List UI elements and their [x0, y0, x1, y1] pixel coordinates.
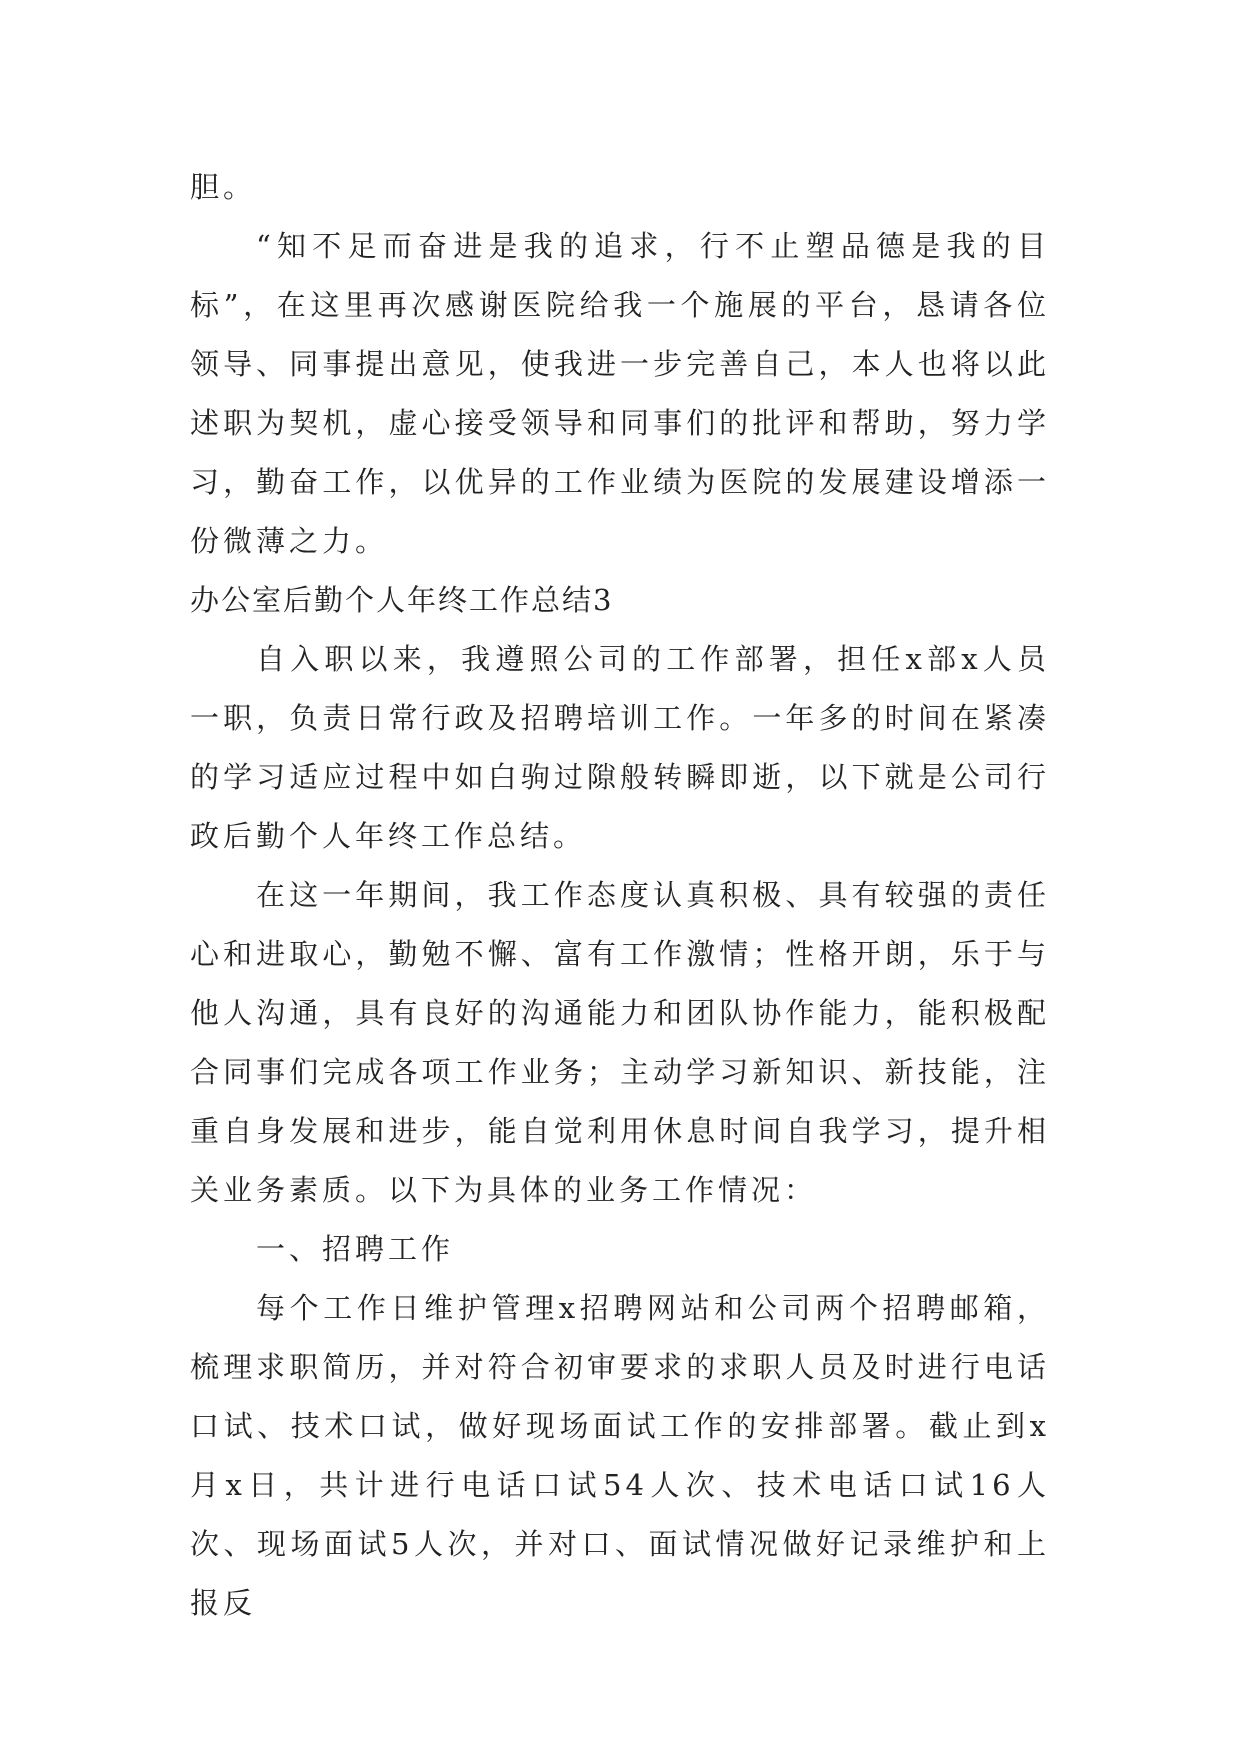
paragraph-work-attitude: 在这一年期间，我工作态度认真积极、具有较强的责任心和进取心，勤勉不懈、富有工作激情；性格开朗，乐于与他人沟通，具有良好的沟通能力和团队协作能力，能积极配合同事们完成各项工作业务；主动学习新知识、新技能，注重自身发展和进步，能自觉利用休息时间自我学习，提升相关业务素质。以下为具体的业务工作情况：	[190, 878, 1050, 1207]
paragraph-closing-remarks: “知不足而奋进是我的追求，行不止塑品德是我的目标”，在这里再次感谢医院给我一个施展的平台，恳请各位领导、同事提出意见，使我进一步完善自己，本人也将以此述职为契机，虚心接受领导和同事们的批评和帮助，努力学习，勤奋工作，以优异的工作业绩为医院的发展建设增添一份微薄之力。	[190, 229, 1050, 558]
subsection-heading-recruitment: 一、招聘工作	[256, 1232, 455, 1266]
section-title: 办公室后勤个人年终工作总结3	[190, 583, 614, 617]
document-body	[190, 158, 1050, 1633]
paragraph-recruitment-details: 每个工作日维护管理x招聘网站和公司两个招聘邮箱，梳理求职简历，并对符合初审要求的求职人员及时进行电话口试、技术口试，做好现场面试工作的安排部署。截止到x月x日，共计进行电话口试54人次、技术电话口试16人次、现场面试5人次，并对口、面试情况做好记录维护和上报反	[190, 1291, 1050, 1620]
paragraph-continuation: 胆。	[190, 170, 257, 204]
paragraph-intro: 自入职以来，我遵照公司的工作部署，担任x部x人员一职，负责日常行政及招聘培训工作。一年多的时间在紧凑的学习适应过程中如白驹过隙般转瞬即逝，以下就是公司行政后勤个人年终工作总结。	[190, 642, 1050, 853]
